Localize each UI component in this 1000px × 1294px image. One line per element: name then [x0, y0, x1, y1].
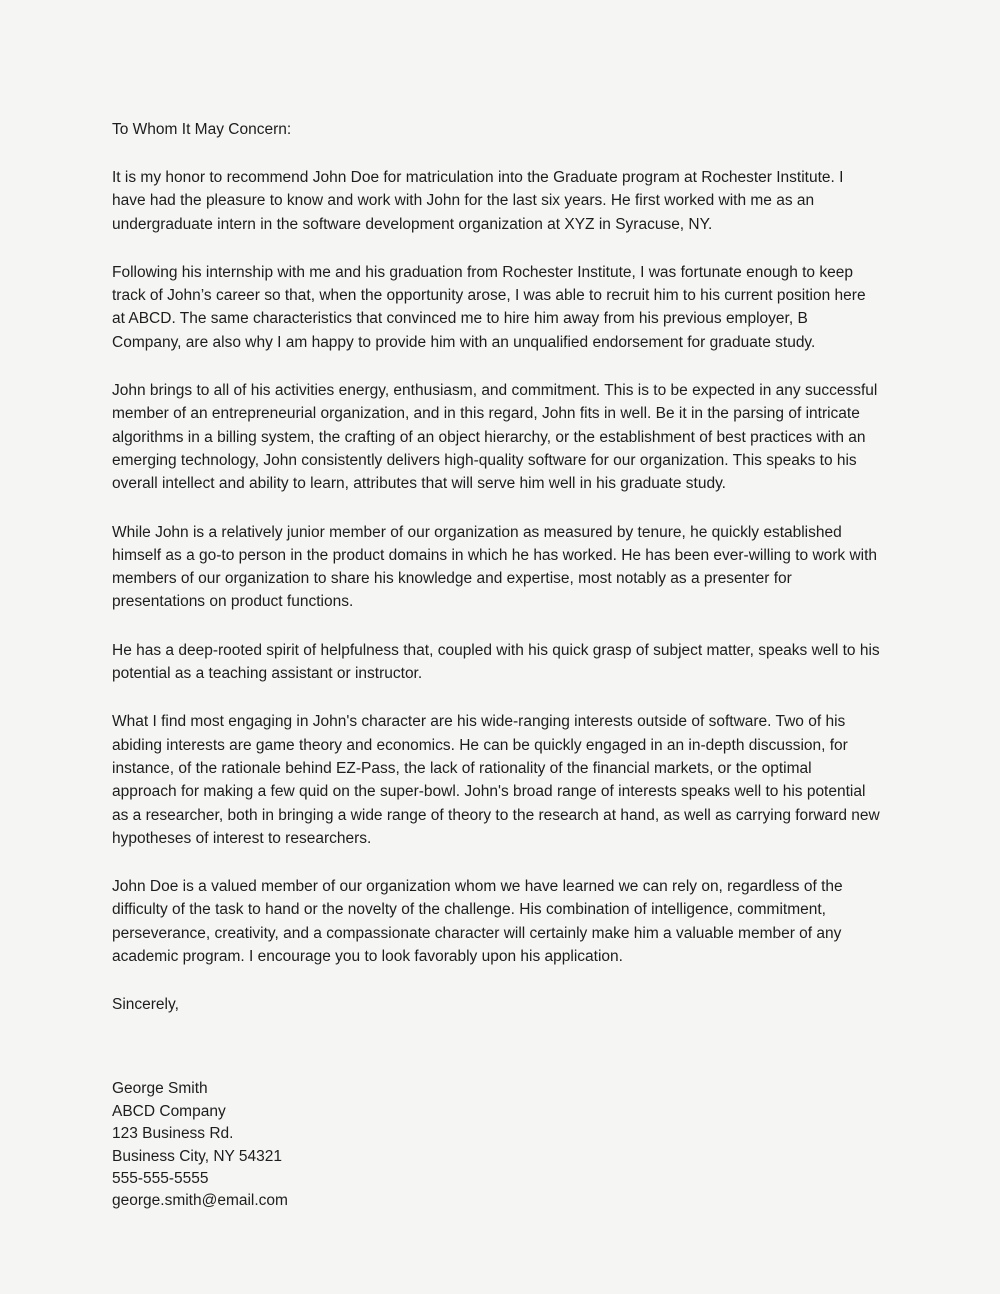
- signer-name: George Smith: [112, 1080, 208, 1098]
- paragraph-1: It is my honor to recommend John Doe for matriculation into the Graduate program at Rochester Institute. I have had the pleasure to know and work with John for the last six years. He first worked with me as an undergraduate intern in the software development organization at XYZ in Syracuse, NY.: [112, 169, 848, 233]
- letter-body: [112, 118, 884, 1213]
- paragraph-3: John brings to all of his activities energy, enthusiasm, and commitment. This is to be expected in any successful member of an entrepreneurial organization, and in this regard, John fits in well. Be it in the parsing of intricate algorithms in a billing system, the crafting of an object hierarchy, or the establishment of best practices with an emerging technology, John consistently delivers high-quality software for our organization. This speaks to his overall intellect and ability to learn, attributes that will serve him well in his graduate study.: [112, 382, 882, 493]
- signature-block: [112, 1078, 880, 1212]
- paragraph-4: While John is a relatively junior member of our organization as measured by tenure, he quickly established himself as a go-to person in the product domains in which he has worked. He has been ever-willing to work with members of our organization to share his knowledge and expertise, most notably as a presenter for presentations on product functions.: [112, 523, 882, 611]
- signer-company: ABCD Company: [112, 1102, 226, 1120]
- signer-city-state-zip: Business City, NY 54321: [112, 1147, 283, 1165]
- signer-phone: 555-555-5555: [112, 1169, 209, 1187]
- paragraph-5: He has a deep-rooted spirit of helpfulness that, coupled with his quick grasp of subject matter, speaks well to his potential as a teaching assistant or instructor.: [112, 641, 884, 683]
- paragraph-2: Following his internship with me and his graduation from Rochester Institute, I was fortunate enough to keep track of John’s career so that, when the opportunity arose, I was able to recruit him to his current position here at ABCD. The same characteristics that convinced me to hire him away from his previous employer, B Company, are also why I am happy to provide him with an unqualified endorsement for graduate study.: [112, 263, 870, 351]
- signer-email: george.smith@email.com: [112, 1192, 288, 1210]
- paragraph-6: What I find most engaging in John's character are his wide-ranging interests outside of software. Two of his abiding interests are game theory and economics. He can be quickly engaged in an in-depth discussion, for instance, of the rationale behind EZ-Pass, the lack of rationality of the financial markets, or the optimal approach for making a few quid on the super-bowl. John's broad range of interests speaks well to his potential as a researcher, both in bringing a wide range of theory to the research at hand, as well as carrying forward new hypotheses of interest to researchers.: [112, 713, 884, 847]
- salutation: To Whom It May Concern:: [112, 121, 292, 138]
- signer-street-address: 123 Business Rd.: [112, 1125, 234, 1143]
- paragraph-7: John Doe is a valued member of our organization whom we have learned we can rely on, regardless of the difficulty of the task to hand or the novelty of the challenge. His combination of intelligence, commitment, perseverance, creativity, and a compassionate character will certainly make him a valuable member of any academic program. I encourage you to look favorably upon his application.: [112, 878, 847, 966]
- closing-salutation: Sincerely,: [112, 996, 179, 1014]
